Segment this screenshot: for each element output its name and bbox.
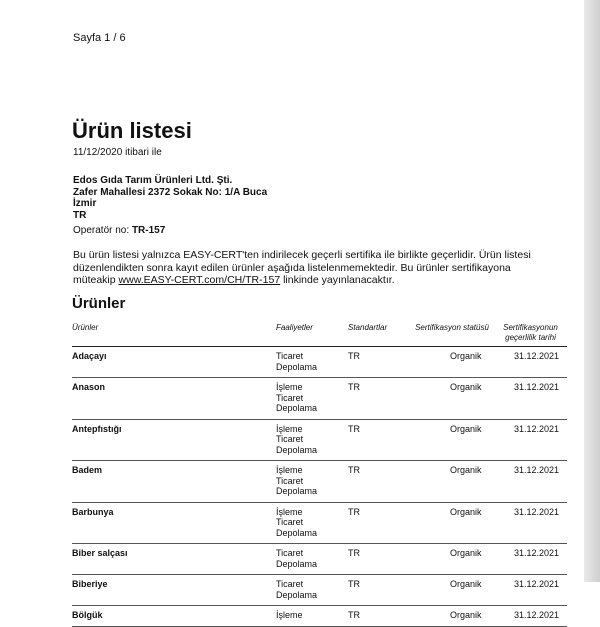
company-street: Zafer Mahallesi 2372 Sokak No: 1/A Buca	[73, 186, 268, 198]
operator-label: Operatör no:	[73, 225, 130, 236]
product-standard: TR	[348, 461, 410, 503]
table-row	[72, 419, 567, 461]
note-text: Bu ürün listesi yalnızca EASY-CERT'ten indirilecek geçerli sertifika ile birlikte geçerlidir. Ürün listesi düzenlendikten sonra kayıt edilen ürünler aşağıda listelenmemektedir. Bu ürünler sertifikayona müteakip	[73, 249, 531, 286]
product-name: Biber salçası	[72, 544, 276, 575]
product-activities: İşleme	[276, 606, 348, 627]
product-standard: TR	[348, 544, 410, 575]
product-status: Organik	[410, 502, 494, 544]
company-city: İzmir	[73, 198, 97, 209]
company-name: Edos Gıda Tarım Ürünleri Ltd. Şti.	[73, 175, 233, 186]
product-standard: TR	[348, 575, 410, 606]
product-status: Organik	[410, 575, 494, 606]
viewer-background	[584, 0, 600, 582]
table-row	[72, 502, 567, 544]
product-status: Organik	[410, 419, 494, 461]
header-products: Ürünler	[72, 322, 276, 347]
product-validity: 31.12.2021	[494, 419, 567, 461]
product-name: Bölgük	[72, 606, 276, 627]
product-status: Organik	[410, 378, 494, 420]
section-title: Ürünler	[72, 295, 126, 312]
product-activities: İşleme Ticaret Depolama	[276, 378, 348, 420]
product-standard: TR	[348, 606, 410, 627]
header-validity: Sertifikasyonun geçerlilik tarihi	[494, 322, 567, 347]
header-activities: Faaliyetler	[276, 322, 348, 347]
product-activities: Ticaret Depolama	[276, 544, 348, 575]
header-status: Sertifikasyon statüsü	[410, 322, 494, 347]
product-validity: 31.12.2021	[494, 544, 567, 575]
products-table	[72, 322, 567, 627]
product-validity: 31.12.2021	[494, 502, 567, 544]
certificate-link[interactable]: www.EASY-CERT.com/CH/TR-157	[118, 274, 281, 286]
product-activities: İşleme Ticaret Depolama	[276, 419, 348, 461]
table-row	[72, 575, 567, 606]
product-status: Organik	[410, 347, 494, 378]
product-standard: TR	[348, 502, 410, 544]
operator-number: TR-157	[131, 225, 166, 236]
product-validity: 31.12.2021	[494, 378, 567, 420]
product-standard: TR	[348, 378, 410, 420]
product-validity: 31.12.2021	[494, 461, 567, 503]
company-country: TR	[73, 209, 87, 221]
operator-line	[73, 225, 165, 236]
product-validity: 31.12.2021	[494, 347, 567, 378]
product-name: Anason	[72, 378, 276, 420]
product-status: Organik	[410, 606, 494, 627]
product-name: Badem	[72, 461, 276, 503]
note-text-end: linkinde yayınlanacaktır.	[280, 274, 395, 286]
table-row	[72, 544, 567, 575]
page-number: Sayfa 1 / 6	[73, 32, 126, 44]
product-activities: Ticaret Depolama	[276, 347, 348, 378]
product-name: Biberiye	[72, 575, 276, 606]
table-header-row	[72, 322, 567, 347]
company-address	[73, 175, 267, 221]
header-standards: Standartlar	[348, 322, 410, 347]
issue-date: 11/12/2020 itibari ile	[73, 147, 162, 158]
product-activities: İşleme Ticaret Depolama	[276, 461, 348, 503]
table-row	[72, 347, 567, 378]
validity-note	[73, 249, 543, 287]
product-activities: Ticaret Depolama	[276, 575, 348, 606]
product-status: Organik	[410, 544, 494, 575]
product-standard: TR	[348, 419, 410, 461]
table-row	[72, 461, 567, 503]
table-row	[72, 378, 567, 420]
product-validity: 31.12.2021	[494, 606, 567, 627]
product-name: Barbunya	[72, 502, 276, 544]
table-row	[72, 606, 567, 627]
product-activities: İşleme Ticaret Depolama	[276, 502, 348, 544]
product-status: Organik	[410, 461, 494, 503]
product-name: Antepfıstığı	[72, 419, 276, 461]
product-validity: 31.12.2021	[494, 575, 567, 606]
page-title: Ürün listesi	[72, 118, 192, 143]
products-table-body	[72, 347, 567, 627]
product-name: Adaçayı	[72, 347, 276, 378]
product-standard: TR	[348, 347, 410, 378]
